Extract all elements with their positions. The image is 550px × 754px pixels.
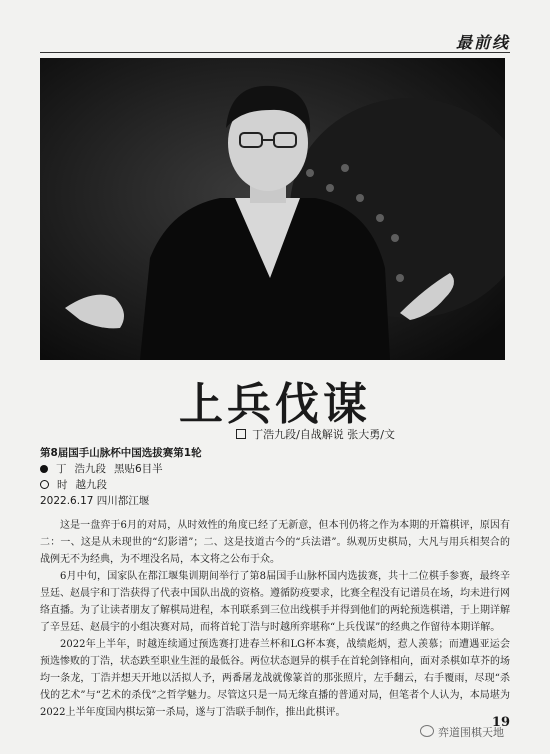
black-player-row [40, 461, 340, 477]
page-number: 19 [491, 715, 510, 730]
byline [236, 426, 395, 442]
paragraph: 这是一盘弈于6月的对局，从时效性的角度已经了无新意，但本刊仍将之作为本期的开篇棋评，原因有二：一、这是从未现世的“幻影谱”；二、这是技道古今的“兵法谱”。纵观历史棋局，大凡与用兵相契合的战例无不为经典，为不埋没名局，本文将之公布于众。 [40, 520, 510, 565]
article-body [40, 517, 510, 721]
black-stone-icon [40, 465, 48, 473]
black-player-rank: 浩九段 [74, 463, 106, 475]
article-title: 上兵伐谋 [179, 379, 371, 430]
white-player-row [40, 477, 340, 493]
square-icon [236, 429, 246, 439]
wechat-icon [420, 725, 434, 737]
white-stone-icon [40, 480, 49, 489]
white-player-rank: 越九段 [75, 479, 107, 491]
section-header: 最前线 [455, 33, 510, 52]
black-player-name: 丁 [56, 463, 67, 475]
player-photo [40, 58, 505, 360]
header-divider [40, 52, 510, 53]
byline-text: 丁浩九段/自战解说 张大勇/文 [252, 428, 395, 441]
paragraph: 2022年上半年，时越连续通过预选赛打进春兰杯和LG杯本赛，战绩彪炳，惹人羡慕；而遭遇亚运会预选惨败的丁浩，状态跌至职业生涯的最低谷。两位状态迥异的棋手在首轮剑锋相向，面对杀棋如草芥的场均一条龙，丁浩并想天开地以活拟人予，两番屠龙战就像篆首的那张照片，左手翻云，右手覆雨，尽现“杀伐的艺术”与“艺术的杀伐”之哲学魅力。尽管这只是一局无缘直播的普通对局，但笔者个人认为，本局堪为2022上半年度国内棋坛第一杀局，遂与丁浩联手制作，推出此棋评。 [40, 639, 510, 718]
watermark-text: 弈道围棋天地 [438, 726, 504, 739]
komi: 黑贴6目半 [114, 463, 163, 475]
game-info [40, 445, 340, 509]
game-round: 第8届国手山脉杯中国选拔赛第1轮 [40, 447, 202, 459]
game-date-place: 2022.6.17 四川都江堰 [40, 495, 150, 507]
paragraph: 6月中旬，国家队在都江堰集训期间举行了第8届国手山脉杯国内选拔赛，共十二位棋手参赛，最终辛昱廷、赵晨宇和丁浩获得了代表中国队出战的资格。遵循防疫要求，比赛全程没有记谱员在场，均未进行网络直播。为了让读者朋友了解棋局进程，本刊联系到三位出线棋手并得到他们的两轮预选棋谱，于上期详解了辛昱廷、赵晨宇的小组决赛对局，而将首轮丁浩与时越所弈堪称“上兵伐谋”的经典之作留待本期详解。 [40, 571, 510, 633]
white-player-name: 时 [57, 479, 68, 491]
